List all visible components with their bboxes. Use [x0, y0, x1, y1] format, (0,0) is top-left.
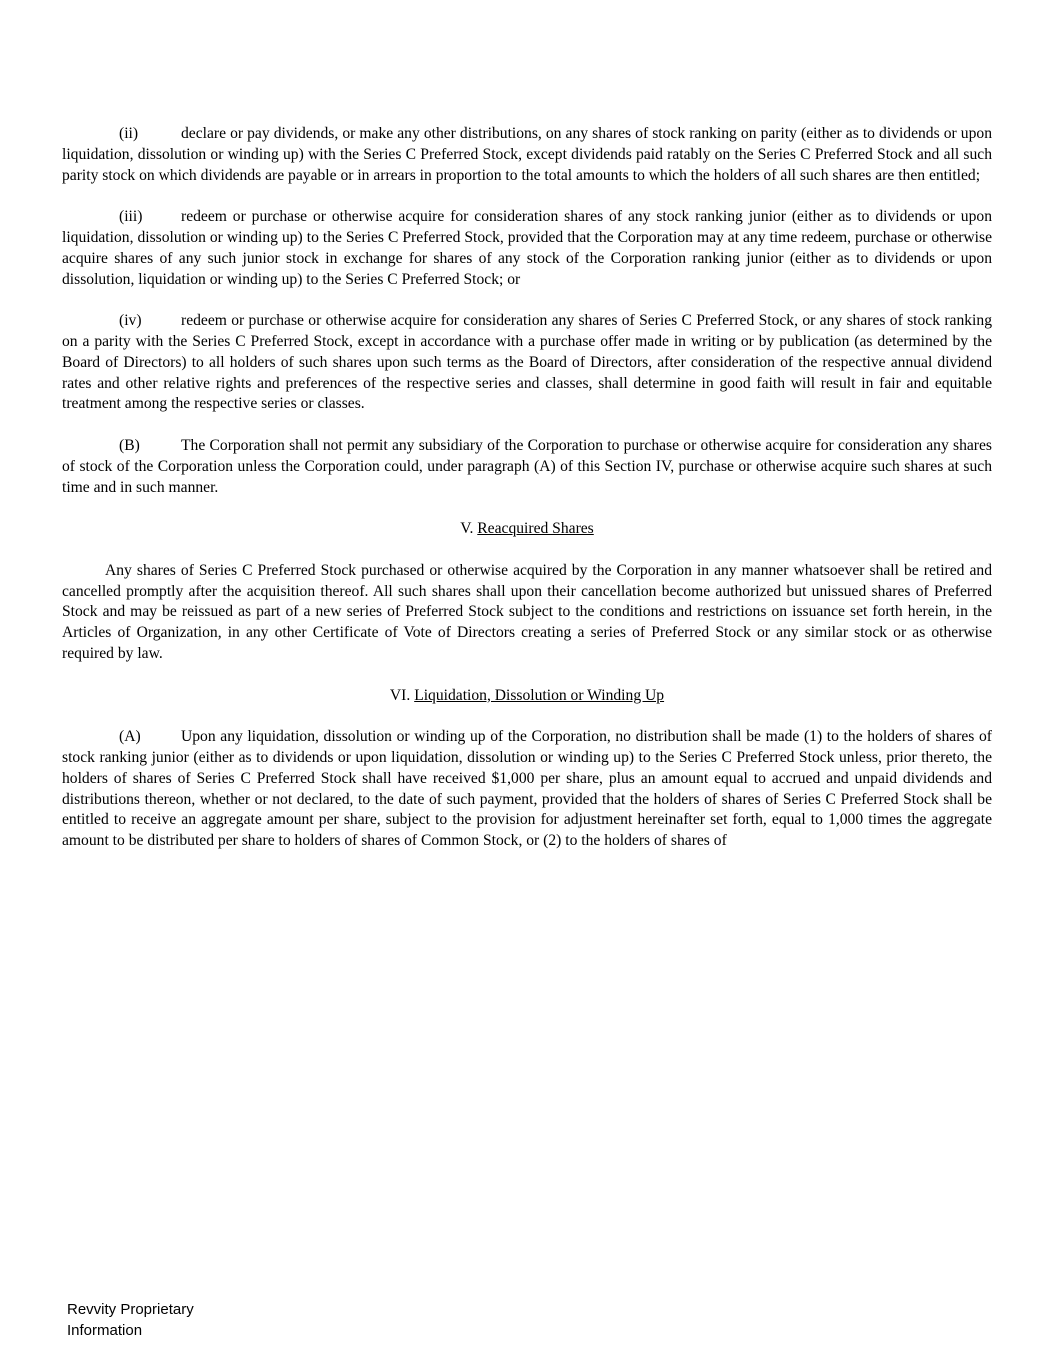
section-heading-vi — [62, 686, 992, 707]
paragraph-text: declare or pay dividends, or make any other distributions, on any shares of stock ranking on parity (either as to dividends or upon liquidation, dissolution or winding up) with the Series C Preferred Stock, except dividends paid ratably on the Series C Preferred Stock and all such parity stock on which dividends are payable or in arrears in proportion to the total amounts to which the holders of all such shares are then entitled; — [62, 125, 992, 184]
section-title: Reacquired Shares — [477, 520, 594, 538]
paragraph-label: (iv) — [119, 312, 142, 330]
paragraph-label: (iii) — [119, 208, 143, 226]
paragraph-iii — [62, 207, 992, 290]
section-v-paragraph: Any shares of Series C Preferred Stock purchased or otherwise acquired by the Corporation in any manner whatsoever shall be retired and cancelled promptly after the acquisition thereof. All such shares shall upon their cancellation become authorized but unissued shares of Preferred Stock and may be reissued as part of a new series of Preferred Stock subject to the conditions and restrictions on issuance set forth herein, in the Articles of Organization, in any other Certificate of Vote of Directors creating a series of Preferred Stock or any similar stock or as otherwise required by law. — [62, 561, 992, 662]
section-heading-v — [62, 519, 992, 540]
paragraph-ii — [62, 124, 992, 186]
footer-line: Revvity Proprietary — [67, 1301, 194, 1318]
paragraph-label: (B) — [119, 436, 140, 454]
paragraph-b — [62, 436, 992, 498]
footer-line: Information — [67, 1322, 143, 1339]
paragraph-text: redeem or purchase or otherwise acquire for consideration any shares of Series C Preferred Stock, or any shares of stock ranking on a parity with the Series C Preferred Stock, except in accordance with a purchase offer made in writing or by publication (as determined by the Board of Directors) to all holders of such shares upon such terms as the Board of Directors, after consideration of the respective annual dividend rates and other relative rights and preferences of the respective series and classes, shall determine in good faith will result in fair and equitable treatment among the respective series or classes. — [62, 312, 992, 413]
paragraph-text: The Corporation shall not permit any subsidiary of the Corporation to purchase or otherwise acquire for consideration any shares of stock of the Corporation unless the Corporation could, under paragraph (A) of this Section IV, purchase or otherwise acquire such shares at such time and in such manner. — [62, 436, 992, 496]
section-number: V. — [460, 520, 474, 538]
footer-proprietary-notice — [67, 1299, 194, 1341]
paragraph-label: (A) — [119, 728, 141, 746]
section-vi-paragraph-a — [62, 727, 992, 852]
paragraph-text: Upon any liquidation, dissolution or winding up of the Corporation, no distribution shall be made (1) to the holders of shares of stock ranking junior (either as to dividends or upon liquidation, dissolution or winding up) to the Series C Preferred Stock unless, prior thereto, the holders of shares of Series C Preferred Stock shall have received $1,000 per share, plus an amount equal to accrued and unpaid dividends and distributions thereon, whether or not declared, to the date of such payment, provided that the holders of shares of Series C Preferred Stock shall be entitled to receive an aggregate amount per share, subject to the provision for adjustment hereinafter set forth, equal to 1,000 times the aggregate amount to be distributed per share to holders of shares of Common Stock, or (2) to the holders of shares of — [62, 728, 992, 850]
paragraph-label: (ii) — [119, 125, 139, 142]
section-number: VI. — [389, 686, 411, 704]
document-body — [62, 124, 992, 873]
paragraph-text: redeem or purchase or otherwise acquire for consideration shares of any stock ranking junior (either as to dividends or upon liquidation, dissolution or winding up) to the Series C Preferred Stock, provided that the Corporation may at any time redeem, purchase or otherwise acquire shares of any such junior stock in exchange for shares of any stock of the Corporation ranking junior (either as to dividends or upon dissolution, liquidation or winding up) to the Series C Preferred Stock; or — [62, 208, 992, 288]
section-title: Liquidation, Dissolution or Winding Up — [414, 686, 665, 704]
paragraph-iv — [62, 311, 992, 415]
